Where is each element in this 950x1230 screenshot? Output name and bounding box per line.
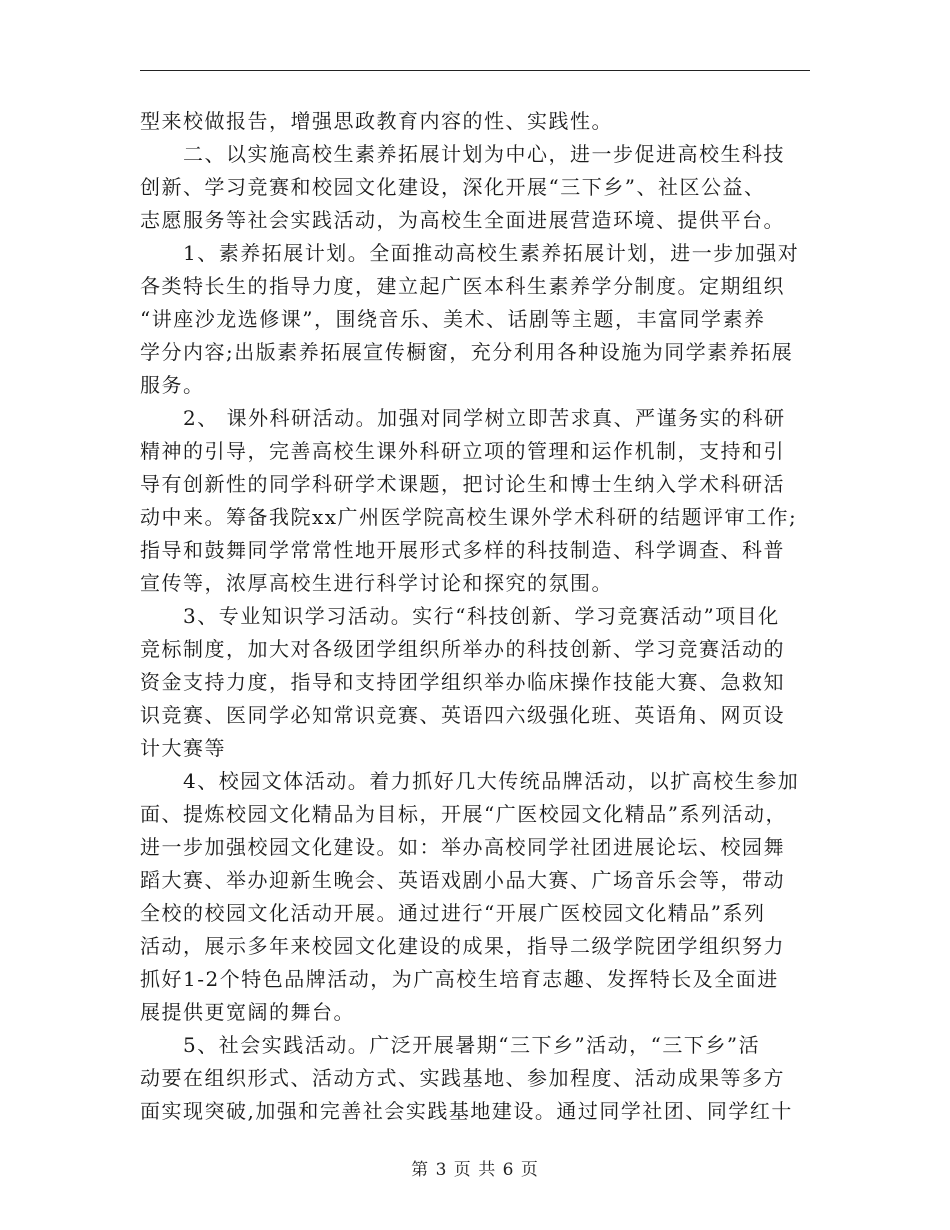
text-line: 展提供更宽阔的舞台。 <box>140 1000 355 1024</box>
text-line: 5、社会实践活动。广泛开展暑期“三下乡”活动，“三下乡”活 <box>140 1033 761 1057</box>
text-line: 活动，展示多年来校园文化建设的成果，指导二级学院团学组织努力 <box>140 934 785 958</box>
text-line: 识竞赛、医同学必知常识竞赛、英语四六级强化班、英语角、网页设 <box>140 703 785 727</box>
text-line: 精神的引导，完善高校生课外科研立项的管理和运作机制，支持和引 <box>140 439 785 463</box>
text-line: 导有创新性的同学科研学术课题，把讨论生和博士生纳入学术科研活 <box>140 472 785 496</box>
page-footer <box>0 1155 950 1180</box>
text-line: 资金支持力度，指导和支持团学组织举办临床操作技能大赛、急救知 <box>140 670 785 694</box>
text-line: 动中来。筹备我院xx广州医学院高校生课外学术科研的结题评审工作; <box>140 505 798 529</box>
text-line: 2、 课外科研活动。加强对同学树立即苦求真、严谨务实的科研 <box>140 406 786 430</box>
text-line: 型来校做报告，增强思政教育内容的性、实践性。 <box>140 109 613 133</box>
text-line: 计大赛等 <box>140 736 226 760</box>
text-line: 二、以实施高校生素养拓展计划为中心，进一步促进高校生科技 <box>140 142 785 166</box>
text-line: 服务。 <box>140 373 205 397</box>
text-line: 蹈大赛、举办迎新生晚会、英语戏剧小品大赛、广场音乐会等，带动 <box>140 868 785 892</box>
header-rule <box>140 70 810 71</box>
text-line: 各类特长生的指导力度，建立起广医本科生素养学分制度。定期组织 <box>140 274 785 298</box>
text-line: 指导和鼓舞同学常常性地开展形式多样的科技制造、科学调查、科普 <box>140 538 785 562</box>
text-line: 全校的校园文化活动开展。通过进行“开展广医校园文化精品”系列 <box>140 901 766 925</box>
text-line: 进一步加强校园文化建设。如：举办高校同学社团进展论坛、校园舞 <box>140 835 785 859</box>
text-line: 1、素养拓展计划。全面推动高校生素养拓展计划，进一步加强对 <box>140 241 800 265</box>
text-line: 4、校园文体活动。着力抓好几大传统品牌活动，以扩高校生参加 <box>140 769 800 793</box>
text-line: 3、专业知识学习活动。实行“科技创新、学习竞赛活动”项目化 <box>140 604 780 628</box>
text-line: 创新、学习竞赛和校园文化建设，深化开展“三下乡”、社区公益、 <box>140 175 766 199</box>
page-number: 第 3 页 共 6 页 <box>411 1160 539 1180</box>
text-line: 动要在组织形式、活动方式、实践基地、参加程度、活动成果等多方 <box>140 1066 785 1090</box>
text-line: 志愿服务等社会实践活动，为高校生全面进展营造环境、提供平台。 <box>140 208 785 232</box>
text-line: 竞标制度，加大对各级团学组织所举办的科技创新、学习竞赛活动的 <box>140 637 785 661</box>
document-body <box>140 105 820 1128</box>
text-line: 抓好1-2个特色品牌活动，为广高校生培育志趣、发挥特长及全面进 <box>140 967 779 991</box>
text-line: 面、提炼校园文化精品为目标，开展“广医校园文化精品”系列活动， <box>140 802 787 826</box>
text-line: 宣传等，浓厚高校生进行科学讨论和探究的氛围。 <box>140 571 613 595</box>
text-line: “讲座沙龙选修课”，围绕音乐、美术、话剧等主题，丰富同学素养 <box>140 307 766 331</box>
text-line: 面实现突破,加强和完善社会实践基地建设。通过同学社团、同学红十 <box>140 1099 793 1123</box>
text-line: 学分内容;出版素养拓展宣传橱窗，充分利用各种设施为同学素养拓展 <box>140 340 794 364</box>
